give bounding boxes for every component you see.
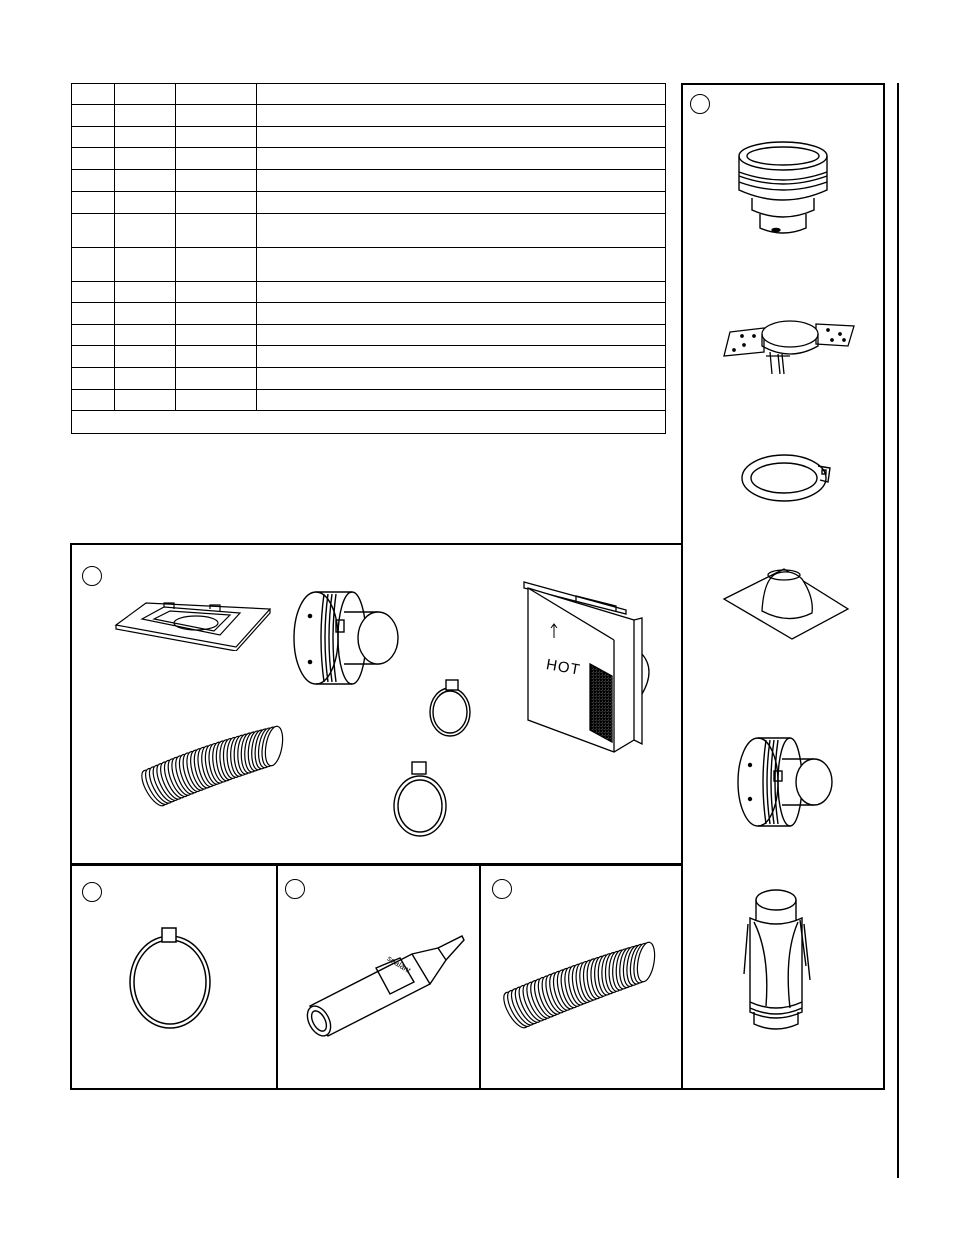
insulation-sleeve-icon: [740, 884, 814, 1032]
hose-clamp-small-icon: [424, 676, 476, 740]
table-cell: [176, 84, 257, 105]
table-cell: [257, 192, 666, 214]
table-cell: [115, 148, 176, 170]
vent-cap-icon: [730, 138, 836, 240]
table-cell: [72, 303, 115, 325]
table-cell: [257, 282, 666, 303]
table-cell: [176, 192, 257, 214]
sealant-badge: [285, 879, 305, 899]
table-cell: [176, 325, 257, 346]
table-cell: [72, 325, 115, 346]
table-row: [72, 368, 666, 390]
table-cell: [176, 214, 257, 248]
table-row: [72, 148, 666, 170]
table-cell: [176, 368, 257, 390]
table-cell: [115, 346, 176, 368]
flex-liner-icon: [498, 936, 666, 1036]
table-cell: [115, 170, 176, 192]
table-row: [72, 390, 666, 411]
table-cell: [115, 192, 176, 214]
table-row: [72, 346, 666, 368]
hose-clamp-icon: [124, 922, 218, 1034]
flex-pipe-icon: [138, 716, 294, 812]
trim-ring-icon: [740, 452, 836, 504]
table-cell: [257, 214, 666, 248]
hot-label: HOT: [544, 656, 582, 679]
table-cell: [115, 325, 176, 346]
table-cell: [176, 282, 257, 303]
table-cell: [257, 148, 666, 170]
table-cell: [176, 346, 257, 368]
table-cell: [257, 346, 666, 368]
pipe-adapter-icon: [734, 735, 836, 829]
termination-cap-hot-icon: [516, 574, 662, 764]
ceiling-plate-icon: [112, 595, 274, 651]
table-row: [72, 127, 666, 148]
table-row: [72, 214, 666, 248]
table-cell: [176, 248, 257, 282]
table-cell: [72, 105, 115, 127]
table-cell: [176, 390, 257, 411]
offset-adapter-icon: [290, 588, 406, 688]
table-cell: [72, 346, 115, 368]
table-row: [72, 325, 666, 346]
table-cell: [257, 325, 666, 346]
band-clamp-badge: [82, 882, 102, 902]
table-cell: [72, 192, 115, 214]
table-cell: [72, 170, 115, 192]
table-row: [72, 282, 666, 303]
table-cell: [115, 84, 176, 105]
table-footer-row: [72, 411, 666, 434]
table-cell: [115, 368, 176, 390]
table-cell: [257, 170, 666, 192]
sealant-tube-icon: [300, 932, 470, 1044]
table-cell: [257, 368, 666, 390]
table-row: [72, 170, 666, 192]
table-cell: [115, 105, 176, 127]
table-row: [72, 248, 666, 282]
table-cell: [72, 368, 115, 390]
table-cell: [72, 127, 115, 148]
table-cell: [115, 282, 176, 303]
page-rule: [897, 83, 899, 1178]
table-cell: [72, 248, 115, 282]
table-cell: [115, 214, 176, 248]
table-cell: [72, 390, 115, 411]
hose-clamp-lower-icon: [390, 758, 454, 840]
table-cell: [72, 84, 115, 105]
table-cell: [257, 84, 666, 105]
roof-flashing-icon: [722, 565, 850, 643]
table-cell: [176, 127, 257, 148]
table-cell: [115, 303, 176, 325]
table-cell: [115, 248, 176, 282]
flex-liner-badge: [492, 879, 512, 899]
table-cell: [257, 303, 666, 325]
table-cell: [72, 282, 115, 303]
table-cell: [72, 148, 115, 170]
table-cell: [257, 105, 666, 127]
table-cell: [176, 105, 257, 127]
table-row: [72, 303, 666, 325]
kit-main-badge: [82, 566, 102, 586]
table-cell: [176, 303, 257, 325]
table-cell: [176, 148, 257, 170]
sealant-tube-label: sealant: [385, 953, 413, 976]
table-cell: [72, 214, 115, 248]
table-cell: [176, 170, 257, 192]
wall-strap-icon: [720, 312, 860, 380]
table-cell: [257, 127, 666, 148]
table-footer-cell: [72, 411, 666, 434]
parts-table: [71, 83, 666, 434]
right-column-badge: [690, 94, 710, 114]
table-cell: [115, 390, 176, 411]
table-cell: [257, 248, 666, 282]
table-row: [72, 84, 666, 105]
table-cell: [257, 390, 666, 411]
table-row: [72, 192, 666, 214]
table-cell: [115, 127, 176, 148]
table-row: [72, 105, 666, 127]
